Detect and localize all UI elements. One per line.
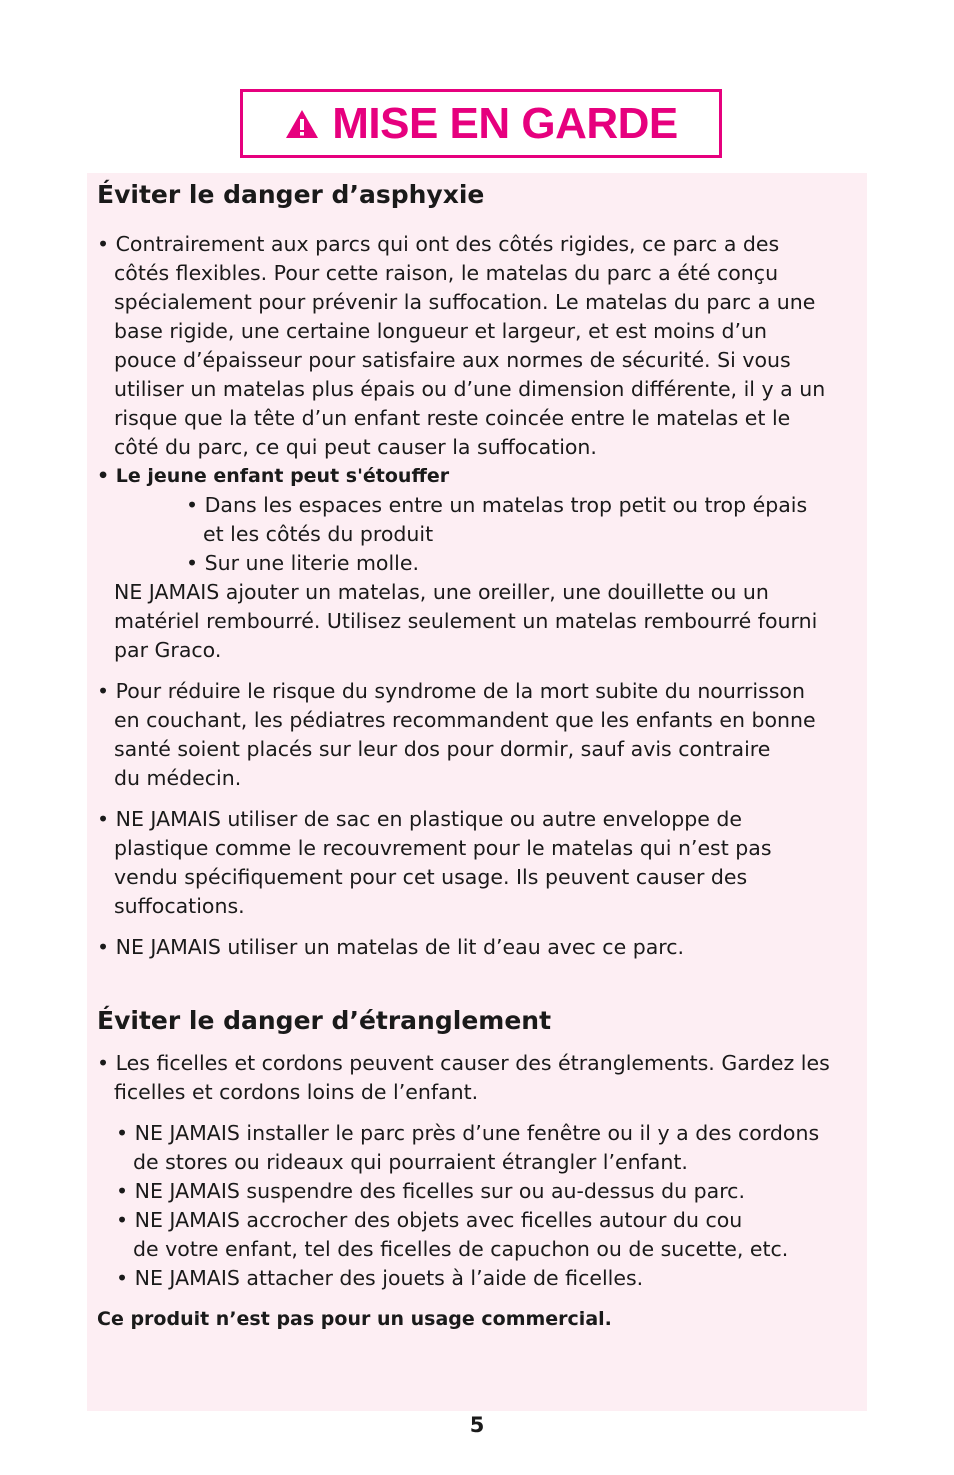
suffocation-child-label: Le jeune enfant peut s'étouffer bbox=[115, 465, 450, 487]
suffocation-bullet-child bbox=[97, 462, 862, 491]
strangulation-item-window: • NE JAMAIS installer le parc près d’une fenêtre ou il y a des cordons de stores ou rideaux qui pourraient étrangler l’enfant. bbox=[116, 1121, 820, 1174]
bullet-marker: • bbox=[97, 465, 110, 487]
suffocation-sub-item-gaps: • Dans les espaces entre un matelas trop petit ou trop épais et les côtés du produit bbox=[186, 493, 808, 546]
strangulation-list bbox=[97, 1119, 862, 1293]
warning-content bbox=[97, 173, 862, 1334]
suffocation-bullet-sids: • Pour réduire le risque du syndrome de la mort subite du nourrisson en couchant, les pédiatres recommandent que les enfants en bonne santé soient placés sur leur dos pour dormir, sauf avis contraire du médecin. bbox=[97, 679, 816, 790]
warning-title: MISE EN GARDE bbox=[332, 98, 678, 148]
strangulation-item-toys: • NE JAMAIS attacher des jouets à l’aide de ficelles. bbox=[116, 1266, 644, 1290]
suffocation-bullet-waterbed: • NE JAMAIS utiliser un matelas de lit d’eau avec ce parc. bbox=[97, 935, 685, 959]
strangulation-item-hang: • NE JAMAIS suspendre des ficelles sur ou au-dessus du parc. bbox=[116, 1179, 745, 1203]
warning-triangle-icon bbox=[284, 108, 320, 140]
suffocation-sub-item-bedding: • Sur une literie molle. bbox=[186, 551, 419, 575]
suffocation-bullet-mattress: • Contrairement aux parcs qui ont des côtés rigides, ce parc a des côtés flexibles. Pour cette raison, le matelas du parc a été conçu spécialement pour prévenir la suffocation. Le matelas du parc a une base rigide, une certaine longueur et largeur, et est moins d’un pouce d’épaisseur pour satisfaire aux normes de sécurité. Si vous utiliser un matelas plus épais ou d’une dimension différente, il y a un risque que la tête d’un enfant reste coincée entre le matelas et le côté du parc, ce qui peut causer la suffocation. bbox=[97, 232, 826, 459]
strangulation-item-neck: • NE JAMAIS accrocher des objets avec ficelles autour du cou de votre enfant, tel des ficelles de capuchon ou de sucette, etc. bbox=[116, 1208, 789, 1261]
warning-header bbox=[240, 89, 722, 158]
strangulation-bullet-cords: • Les ficelles et cordons peuvent causer des étranglements. Gardez les ficelles et cordons loins de l’enfant. bbox=[97, 1051, 830, 1104]
section-heading-suffocation: Éviter le danger d’asphyxie bbox=[97, 180, 485, 209]
page-number: 5 bbox=[469, 1413, 485, 1437]
suffocation-bullet-plastic: • NE JAMAIS utiliser de sac en plastique ou autre enveloppe de plastique comme le recouvrement pour le matelas qui n’est pas vendu spécifiquement pour cet usage. Ils peuvent causer des suffocations. bbox=[97, 807, 772, 918]
suffocation-never-add: NE JAMAIS ajouter un matelas, une oreiller, une douillette ou un matériel rembourré. Utilisez seulement un matelas rembourré fourni par Graco. bbox=[114, 580, 818, 662]
commercial-use-note: Ce produit n’est pas pour un usage commercial. bbox=[97, 1308, 612, 1330]
section-heading-strangulation: Éviter le danger d’étranglement bbox=[97, 1006, 552, 1035]
